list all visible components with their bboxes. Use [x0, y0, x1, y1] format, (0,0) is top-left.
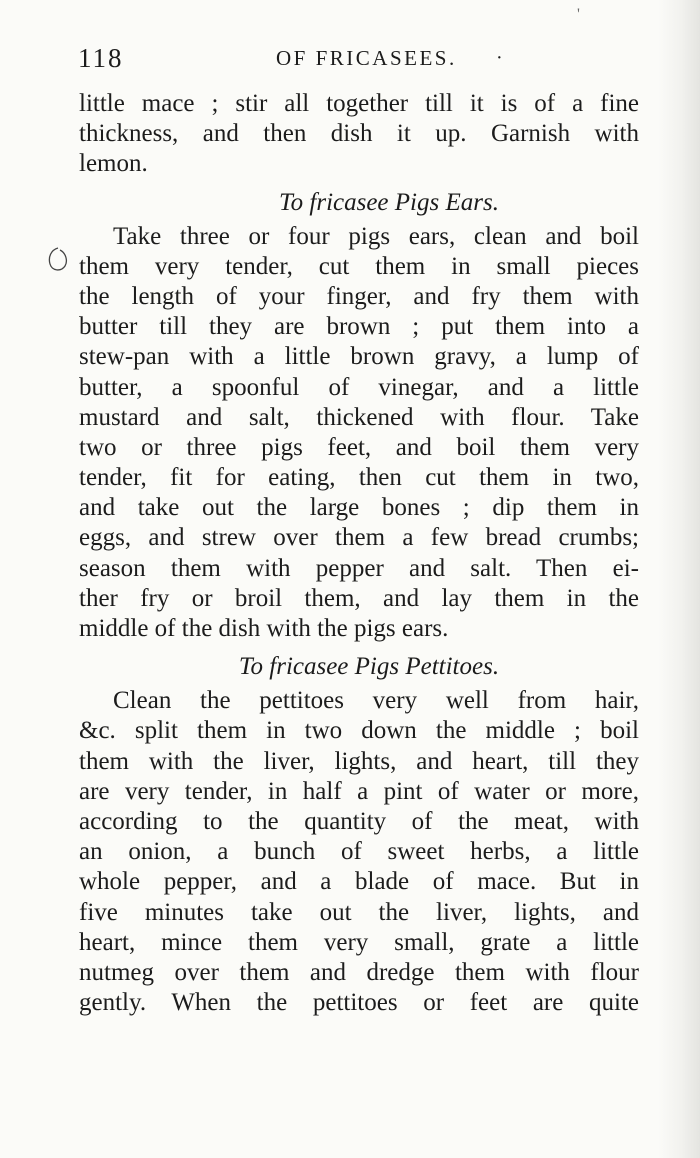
text-line: eggs, and strew over them a few bread crumbs;	[79, 524, 639, 552]
text-line: two or three pigs feet, and boil them very	[79, 433, 639, 461]
text-line: thickness, and then dish it up. Garnish with	[79, 120, 639, 148]
page-header	[78, 40, 638, 76]
text-line: heart, mince them very small, grate a little	[79, 928, 639, 956]
stray-ink-mark: '	[577, 6, 580, 23]
text-line: butter, a spoonful of vinegar, and a little	[79, 373, 639, 401]
header-dot: ·	[496, 47, 503, 69]
text-line: lemon.	[79, 150, 148, 178]
text-line: stew-pan with a little brown gravy, a lump of	[79, 343, 639, 371]
margin-ink-ring-icon	[44, 245, 74, 275]
text-line: butter till they are brown ; put them into a	[79, 313, 639, 341]
text-line: tender, fit for eating, then cut them in two,	[79, 464, 639, 492]
recipe-heading-pigs-ears: To fricasee Pigs Ears.	[279, 188, 499, 216]
recipe-paragraph-pigs-ears	[79, 222, 639, 645]
text-line: an onion, a bunch of sweet herbs, a little	[79, 838, 639, 866]
recipe-heading-pigs-pettitoes: To fricasee Pigs Pettitoes.	[238, 653, 500, 681]
text-line: season them with pepper and salt. Then ei-	[79, 554, 639, 582]
text-line: ther fry or broil them, and lay them in the	[79, 584, 639, 612]
text-line: according to the quantity of the meat, with	[79, 807, 639, 835]
text-line: whole pepper, and a blade of mace. But in	[79, 868, 639, 896]
text-line: little mace ; stir all together till it is of a fine	[79, 90, 639, 117]
text-line: them very tender, cut them in small pieces	[79, 252, 639, 280]
text-line: are very tender, in half a pint of water or more,	[79, 777, 639, 805]
text-line: five minutes take out the liver, lights, and	[79, 898, 639, 926]
running-head: OF FRICASEES.	[276, 46, 457, 70]
text-line: middle of the dish with the pigs ears.	[79, 615, 449, 642]
paragraph-continuation	[79, 89, 639, 180]
page-body	[79, 89, 639, 1018]
page-number: 118	[78, 43, 124, 73]
text-line: them with the liver, lights, and heart, till they	[79, 747, 639, 775]
text-line: gently. When the pettitoes or feet are quite	[79, 989, 639, 1017]
text-line: mustard and salt, thickened with flour. Take	[79, 403, 639, 431]
text-line: Clean the pettitoes very well from hair,	[113, 687, 639, 715]
recipe-paragraph-pigs-pettitoes	[79, 686, 639, 1018]
text-line: and take out the large bones ; dip them in	[79, 494, 639, 522]
page-edge-shadow	[658, 0, 700, 1158]
text-line: &c. split them in two down the middle ; boil	[79, 717, 639, 745]
text-line: nutmeg over them and dredge them with flour	[79, 958, 639, 986]
text-line: the length of your finger, and fry them with	[79, 282, 639, 310]
text-line: Take three or four pigs ears, clean and boil	[113, 222, 639, 250]
